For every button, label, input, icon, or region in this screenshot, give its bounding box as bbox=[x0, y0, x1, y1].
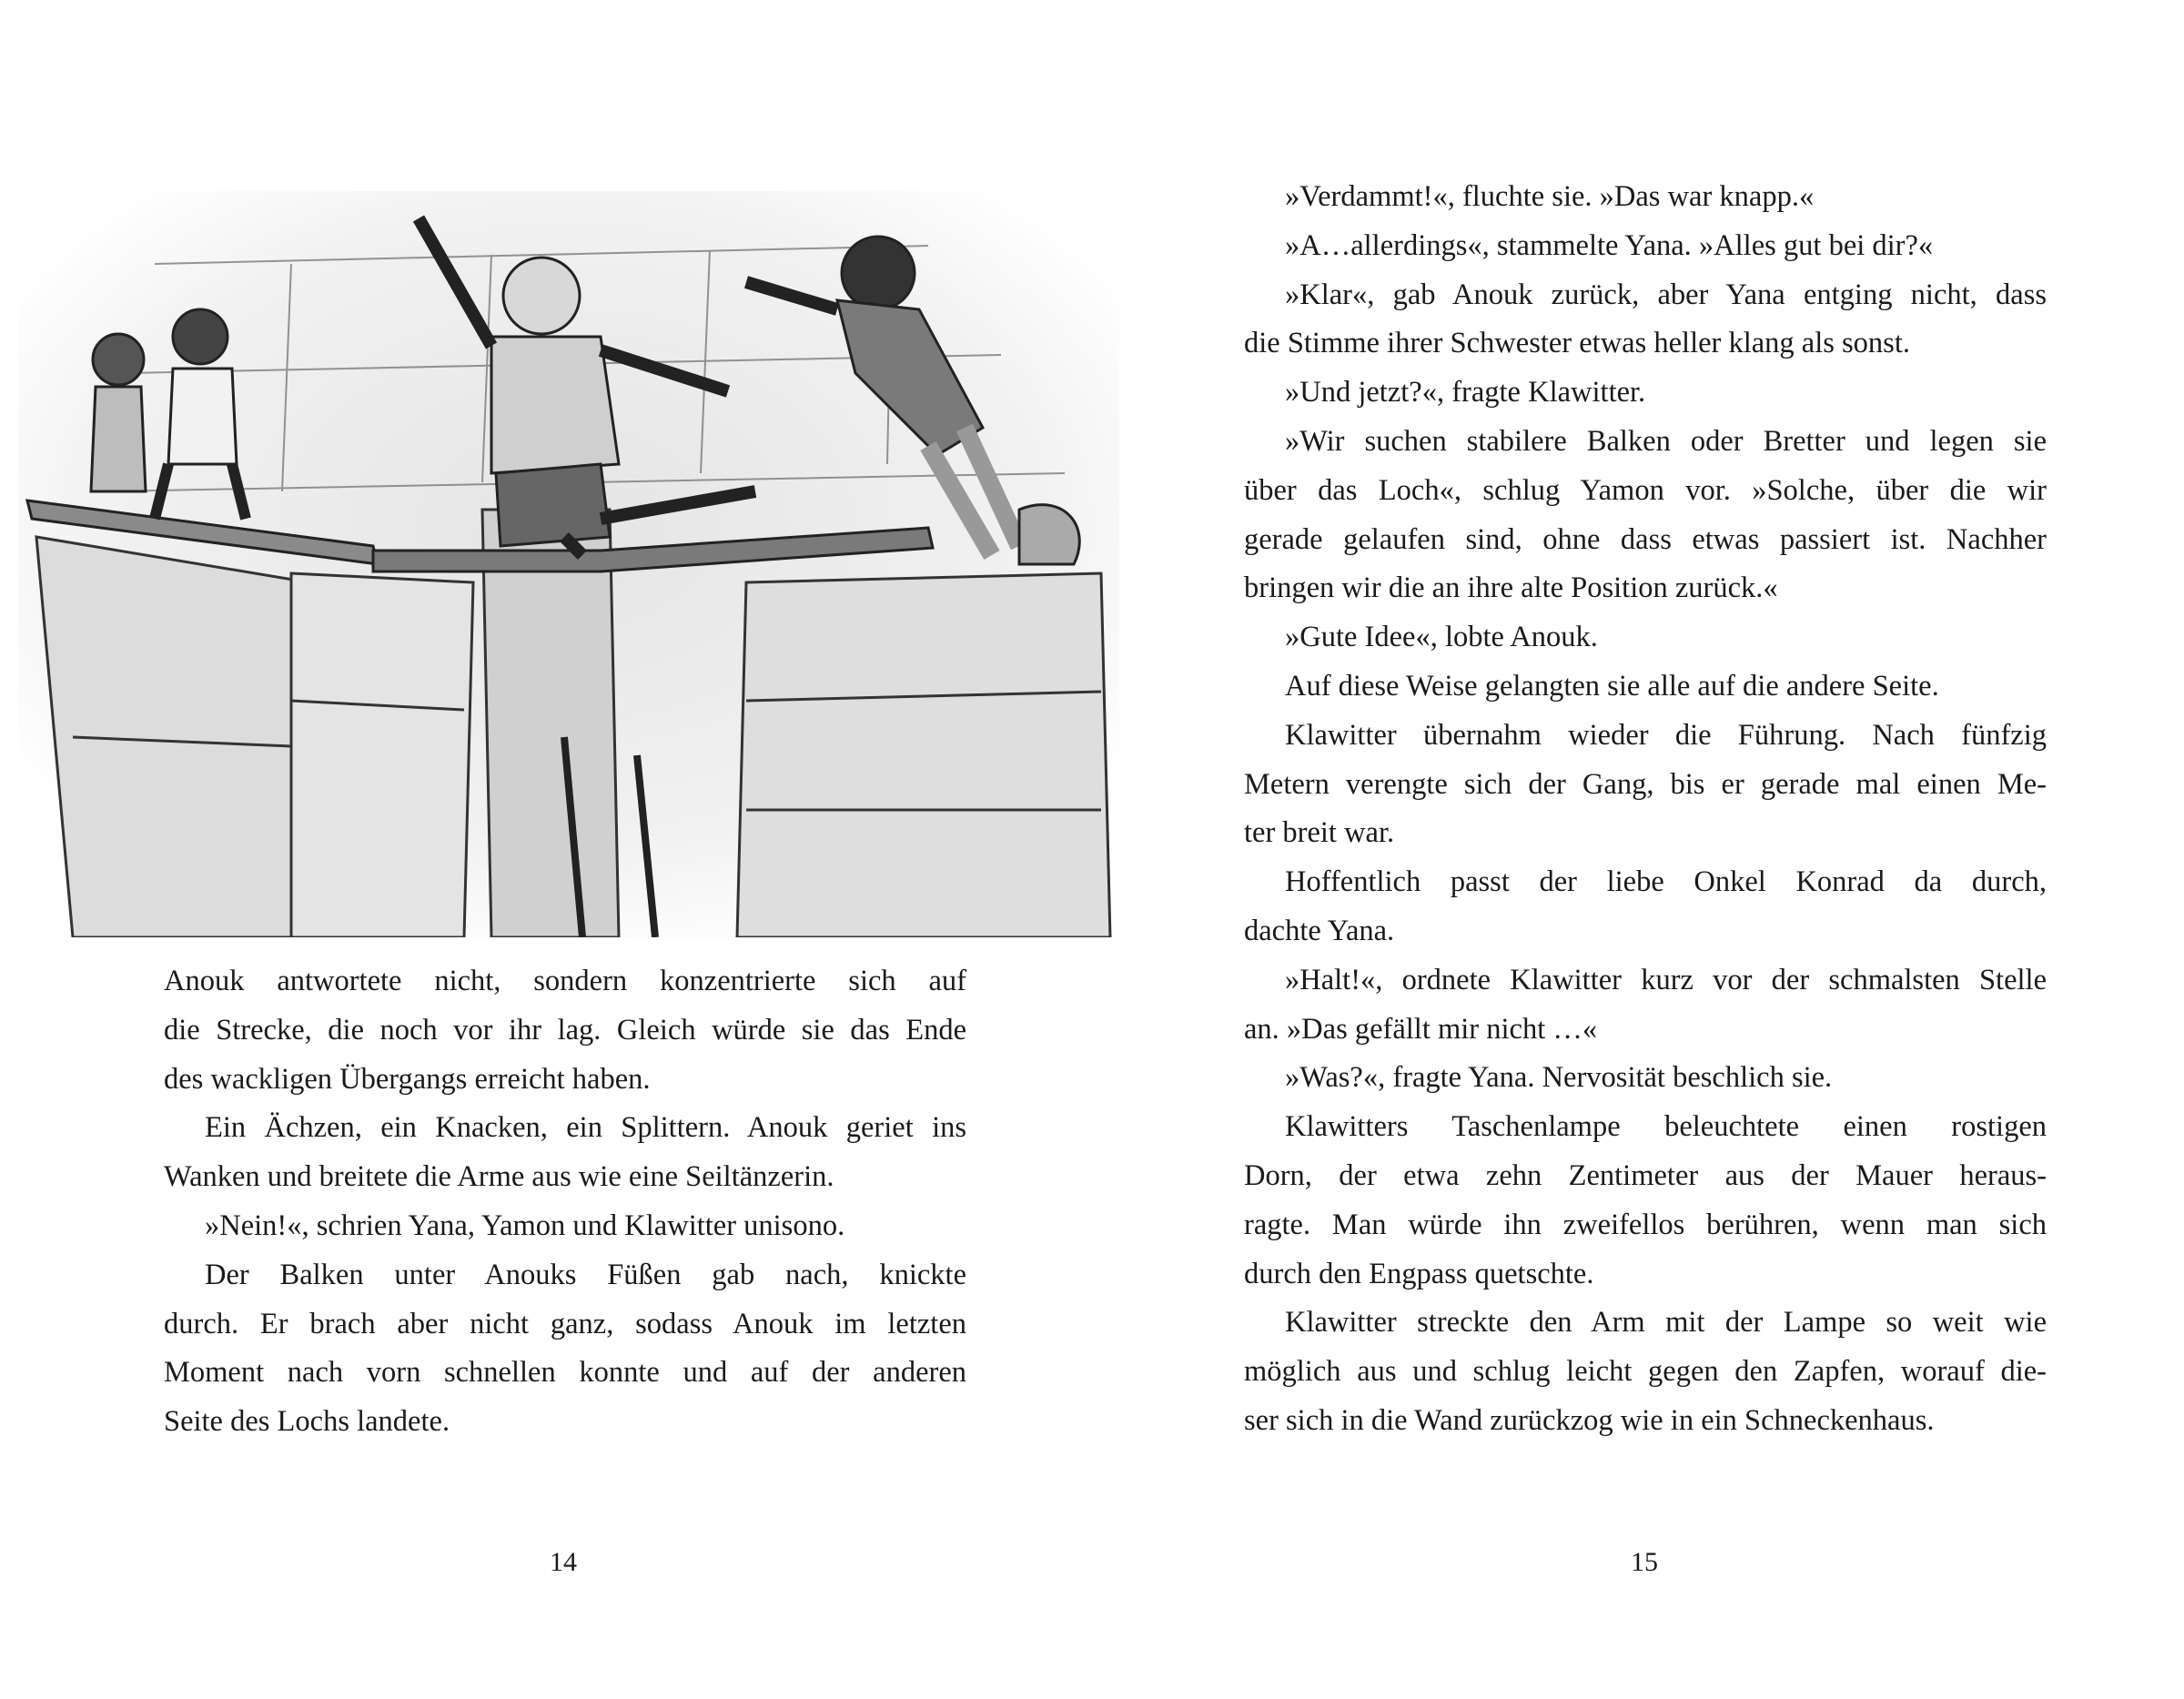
text-line: an. »Das gefällt mir nicht …« bbox=[1244, 1012, 1598, 1046]
text-line: Metern verengte sich der Gang, bis er gerade mal einen Me- bbox=[1244, 767, 2047, 801]
text-line: ragte. Man würde ihn zweifellos berühren, wenn man sich bbox=[1244, 1208, 2047, 1241]
text-line: »Was?«, fragte Yana. Nervosität beschlich sie. bbox=[1285, 1061, 1833, 1095]
text-line: »Wir suchen stabilere Balken oder Bretter und legen sie bbox=[1285, 424, 2047, 458]
text-line: Seite des Lochs landete. bbox=[164, 1405, 450, 1439]
text-line: »Klar«, gab Anouk zurück, aber Yana entging nicht, dass bbox=[1285, 278, 2047, 311]
text-line: Wanken und breitete die Arme aus wie eine Seiltänzerin. bbox=[164, 1160, 834, 1194]
text-line: Ein Ächzen, ein Knacken, ein Splittern. Anouk geriet ins bbox=[205, 1111, 966, 1145]
right-page-text bbox=[1244, 173, 2047, 1446]
text-line: die Stimme ihrer Schwester etwas heller klang als sonst. bbox=[1244, 327, 1910, 360]
text-line: bringen wir die an ihre alte Position zurück.« bbox=[1244, 571, 1778, 605]
text-line: »A…allerdings«, stammelte Yana. »Alles gut bei dir?« bbox=[1285, 228, 1934, 262]
page-number-right: 15 bbox=[1631, 1547, 1658, 1577]
text-line: dachte Yana. bbox=[1244, 914, 1395, 947]
text-line: Auf diese Weise gelangten sie alle auf die andere Seite. bbox=[1285, 669, 1939, 703]
text-line: »Nein!«, schrien Yana, Yamon und Klawitter unisono. bbox=[205, 1209, 845, 1242]
page-number-left: 14 bbox=[550, 1547, 577, 1577]
text-line: ser sich in die Wand zurückzog wie in ein Schneckenhaus. bbox=[1244, 1403, 1935, 1437]
text-line: durch den Engpass quetschte. bbox=[1244, 1257, 1594, 1290]
text-line: möglich aus und schlug leicht gegen den Zapfen, worauf die- bbox=[1244, 1355, 2047, 1389]
left-page-text bbox=[164, 957, 966, 1447]
text-line: ter breit war. bbox=[1244, 816, 1395, 850]
text-line: über das Loch«, schlug Yamon vor. »Solche, über die wir bbox=[1244, 473, 2047, 507]
text-line: »Verdammt!«, fluchte sie. »Das war knapp.« bbox=[1285, 180, 1815, 213]
text-line: Klawitter übernahm wieder die Führung. Nach fünfzig bbox=[1285, 718, 2047, 752]
illustration-characters-on-broken-beam bbox=[18, 191, 1119, 937]
text-line: »Und jetzt?«, fragte Klawitter. bbox=[1285, 376, 1646, 410]
text-line: Dorn, der etwa zehn Zentimeter aus der Mauer heraus- bbox=[1244, 1158, 2047, 1192]
text-line: gerade gelaufen sind, ohne dass etwas passiert ist. Nachher bbox=[1244, 522, 2047, 556]
text-line: »Halt!«, ordnete Klawitter kurz vor der schmalsten Stelle bbox=[1285, 963, 2047, 996]
text-line: Anouk antwortete nicht, sondern konzentrierte sich auf bbox=[164, 965, 966, 997]
text-line: Hoffentlich passt der liebe Onkel Konrad da durch, bbox=[1285, 865, 2047, 899]
text-line: Moment nach vorn schnellen konnte und auf der anderen bbox=[164, 1356, 966, 1390]
text-line: »Gute Idee«, lobte Anouk. bbox=[1285, 621, 1598, 654]
text-line: Klawitters Taschenlampe beleuchtete einen rostigen bbox=[1285, 1110, 2047, 1144]
text-line: durch. Er brach aber nicht ganz, sodass Anouk im letzten bbox=[164, 1307, 966, 1340]
text-line: des wackligen Übergangs erreicht haben. bbox=[164, 1062, 651, 1096]
text-line: die Strecke, die noch vor ihr lag. Gleich würde sie das Ende bbox=[164, 1013, 966, 1047]
text-line: Klawitter streckte den Arm mit der Lampe so weit wie bbox=[1285, 1306, 2047, 1340]
text-line: Der Balken unter Anouks Füßen gab nach, knickte bbox=[205, 1258, 966, 1291]
